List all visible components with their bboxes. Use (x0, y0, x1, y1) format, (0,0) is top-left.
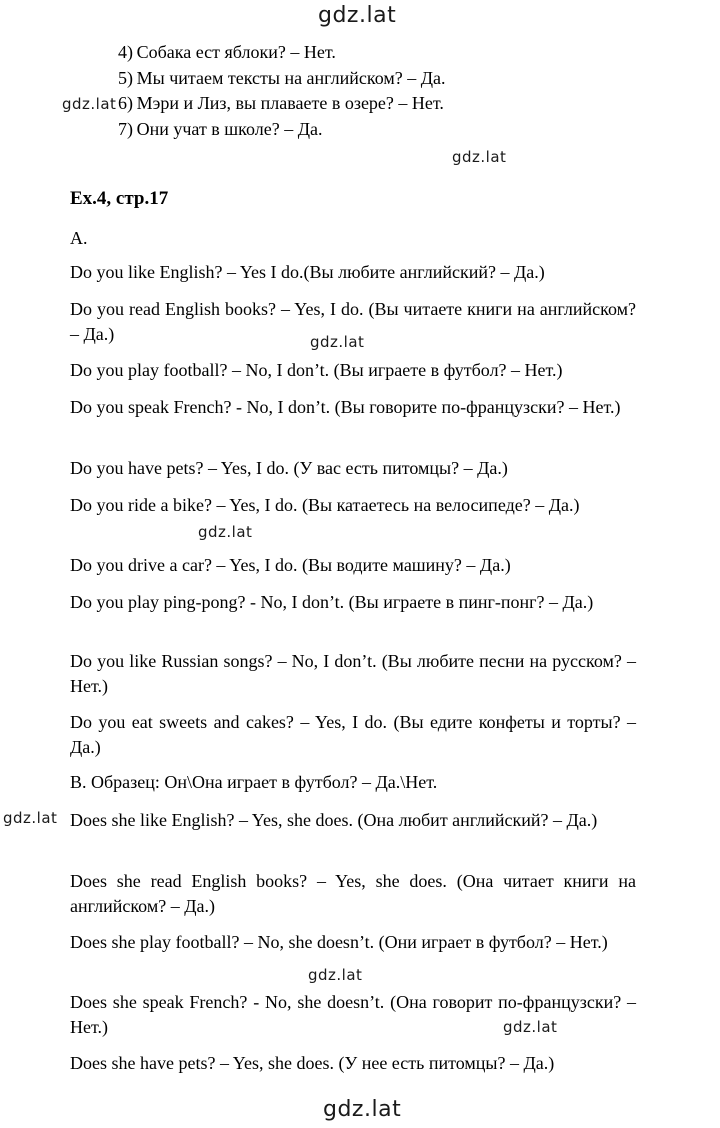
answer-paragraph: Does she play football? – No, she doesn’t. (Они играет в футбол? – Нет.) (70, 932, 608, 952)
watermark: gdz.lat (452, 148, 507, 166)
answer-paragraph: Does she have pets? – Yes, she does. (У нее есть питомцы? – Да.) (70, 1053, 555, 1073)
answer-paragraph: Do you play ping-pong? - No, I don’t. (Вы играете в пинг-понг? – Да.) (70, 592, 594, 612)
answer-paragraph: Does she speak French? - No, she doesn’t. (Она говорит по-французски? – Нет.) (70, 992, 636, 1037)
list-item: 6) Мэри и Лиз, вы плаваете в озере? – Нет. (118, 93, 444, 113)
watermark-top: gdz.lat (318, 3, 397, 28)
answer-paragraph: Does she read English books? – Yes, she does. (Она читает книги на английском? – Да.) (70, 871, 636, 916)
section-b-label: B. Образец: Он\Она играет в футбол? – Да.\Нет. (70, 772, 438, 792)
answer-paragraph: Do you like Russian songs? – No, I don’t. (Вы любите песни на русском? – Нет.) (70, 651, 636, 696)
watermark: gdz.lat (503, 1018, 558, 1036)
watermark: gdz.lat (3, 809, 58, 827)
answer-paragraph: Does she like English? – Yes, she does. (Она любит английский? – Да.) (70, 810, 598, 830)
answer-paragraph: Do you read English books? – Yes, I do. (Вы читаете книги на английском? – Да.) (70, 299, 636, 344)
exercise-heading: Ex.4, стр.17 (70, 188, 169, 209)
answer-paragraph: Do you drive a car? – Yes, I do. (Вы водите машину? – Да.) (70, 555, 511, 575)
section-a-label: A. (70, 228, 88, 248)
answer-paragraph: Do you have pets? – Yes, I do. (У вас есть питомцы? – Да.) (70, 458, 508, 478)
list-item: 4) Собака ест яблоки? – Нет. (118, 42, 336, 62)
watermark: gdz.lat (198, 523, 253, 541)
list-item: 5) Мы читаем тексты на английском? – Да. (118, 67, 446, 88)
answer-paragraph: Do you speak French? - No, I don’t. (Вы говорите по-французски? – Нет.) (70, 397, 621, 417)
list-item: 7) Они учат в школе? – Да. (118, 118, 323, 139)
answer-paragraph: Do you eat sweets and cakes? – Yes, I do. (Вы едите конфеты и торты? – Да.) (70, 712, 636, 757)
answer-paragraph: Do you like English? – Yes I do.(Вы любите английский? – Да.) (70, 262, 545, 282)
numbered-list (118, 40, 658, 142)
watermark: gdz.lat (310, 333, 365, 351)
watermark: gdz.lat (62, 95, 117, 113)
answer-paragraph: Do you ride a bike? – Yes, I do. (Вы катаетесь на велосипеде? – Да.) (70, 495, 580, 515)
watermark-bottom: gdz.lat (323, 1097, 402, 1122)
answer-paragraph: Do you play football? – No, I don’t. (Вы играете в футбол? – Нет.) (70, 360, 563, 380)
watermark: gdz.lat (308, 966, 363, 984)
